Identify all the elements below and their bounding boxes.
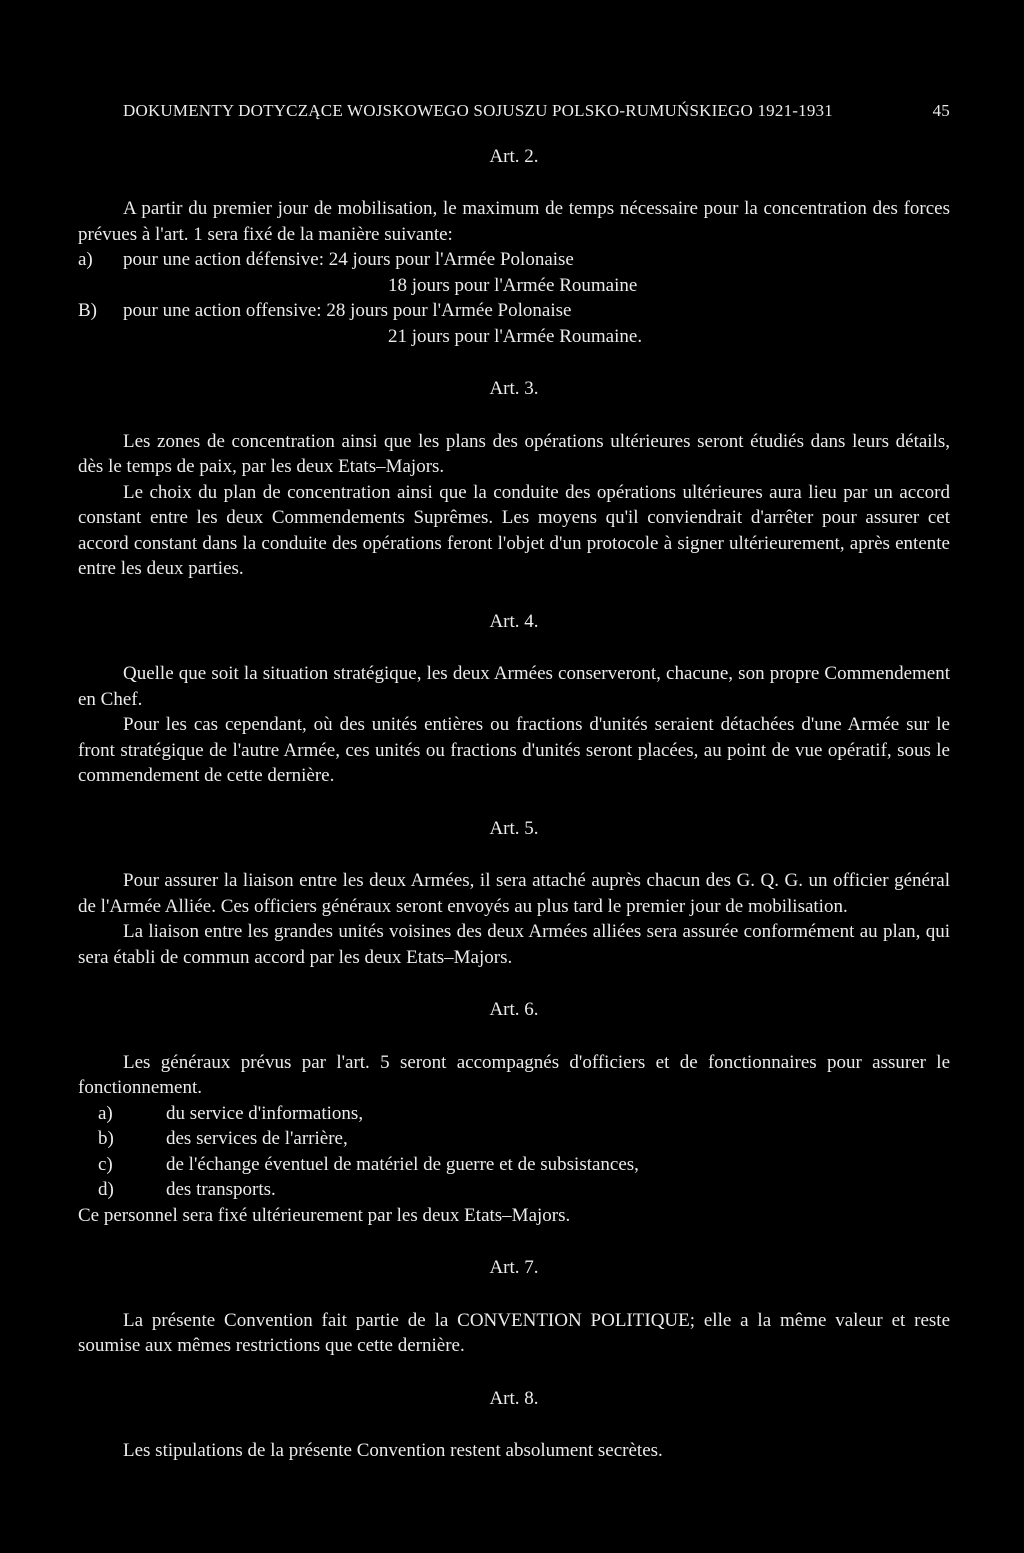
article-4-paragraph-2: Pour les cas cependant, où des unités entières ou fractions d'unités seraient détachées d'une Armée sur le front stratégique de l'autre Armée, ces unités ou fractions d'unités seront placées, au point de vue opératif, sous le commendement de cette dernière.: [78, 714, 950, 786]
item-label: a): [78, 249, 93, 270]
item-text: pour une action offensive: 28 jours pour l'Armée Polonaise: [123, 300, 572, 321]
article-3-paragraph-2: Le choix du plan de concentration ainsi que la conduite des opérations ultérieures aura lieu par un accord constant entre les deux Commendements Suprêmes. Les moyens qu'il conviendrait d'arrêter pour assurer cet accord constant dans la conduite des opérations feront l'objet d'un protocole à signer ultérieurement, après entente entre les deux parties.: [78, 481, 950, 579]
article-7-title: Art. 7.: [489, 1257, 539, 1278]
article-8: [78, 1386, 950, 1464]
article-4-paragraph-1: Quelle que soit la situation stratégique, les deux Armées conserveront, chacune, son propre Commendement en Chef.: [78, 663, 950, 710]
list-item-text: des transports.: [166, 1179, 276, 1200]
list-item: [78, 1101, 950, 1127]
article-6: [78, 997, 950, 1228]
list-item-text: du service d'informations,: [166, 1102, 364, 1124]
article-8-title: Art. 8.: [489, 1387, 539, 1409]
article-3-paragraph-1: Les zones de concentration ainsi que les plans des opérations ultérieures seront étudiés dans leurs détails, dès le temps de paix, par les deux Etats–Majors.: [78, 430, 950, 477]
article-5: [78, 816, 950, 971]
article-2-item-a: [78, 247, 950, 273]
article-5-title: Art. 5.: [489, 817, 539, 839]
list-item: [78, 1152, 950, 1178]
article-2-intro: A partir du premier jour de mobilisation, le maximum de temps nécessaire pour la concentration des forces prévues à l'art. 1 sera fixé de la manière suivante:: [78, 198, 950, 245]
article-4: [78, 609, 950, 789]
article-2-item-b: [78, 298, 950, 324]
list-item-label: d): [98, 1179, 114, 1200]
article-7: [78, 1255, 950, 1359]
article-2-item-b-continuation: 21 jours pour l'Armée Roumaine.: [388, 325, 643, 347]
article-4-title: Art. 4.: [489, 610, 539, 632]
list-item: [78, 1177, 950, 1203]
article-2-item-a-continuation: 18 jours pour l'Armée Roumaine: [388, 274, 638, 296]
article-5-paragraph-2: La liaison entre les grandes unités voisines des deux Armées alliées sera assurée conformément au plan, qui sera établi de commun accord par les deux Etats–Majors.: [78, 921, 950, 968]
item-text: pour une action défensive: 24 jours pour l'Armée Polonaise: [123, 249, 574, 270]
article-6-list: [78, 1101, 950, 1203]
list-item-text: des services de l'arrière,: [166, 1128, 348, 1149]
article-2-title: Art. 2.: [489, 145, 539, 167]
article-6-title: Art. 6.: [489, 999, 539, 1020]
list-item-label: c): [98, 1153, 113, 1175]
article-5-paragraph-1: Pour assurer la liaison entre les deux Armées, il sera attaché auprès chacun des G. Q. G. un officier général de l'Armée Alliée. Ces officiers généraux seront envoyés au plus tard le premier jour de mobilisation.: [78, 870, 950, 917]
item-label: B): [78, 300, 97, 321]
article-3-title: Art. 3.: [489, 378, 539, 399]
running-header: [78, 98, 950, 124]
article-6-paragraph-1: Les généraux prévus par l'art. 5 seront accompagnés d'officiers et de fonctionnaires pour assurer le fonctionnement.: [78, 1051, 950, 1098]
list-item: [78, 1126, 950, 1152]
list-item-text: de l'échange éventuel de matériel de guerre et de subsistances,: [166, 1153, 639, 1175]
article-6-closing: Ce personnel sera fixé ultérieurement par les deux Etats–Majors.: [78, 1204, 571, 1226]
article-3: [78, 376, 950, 582]
list-item-label: b): [98, 1128, 114, 1149]
running-title: DOKUMENTY DOTYCZĄCE WOJSKOWEGO SOJUSZU POLSKO-RUMUŃSKIEGO 1921-1931: [123, 101, 833, 120]
article-8-paragraph-1: Les stipulations de la présente Convention restent absolument secrètes.: [123, 1440, 663, 1461]
document-page: [78, 98, 950, 1464]
article-7-paragraph-1: La présente Convention fait partie de la CONVENTION POLITIQUE; elle a la même valeur et reste soumise aux mêmes restrictions que cette dernière.: [78, 1309, 950, 1356]
page-number: 45: [932, 101, 950, 120]
article-2: [78, 144, 950, 350]
list-item-label: a): [98, 1102, 113, 1124]
